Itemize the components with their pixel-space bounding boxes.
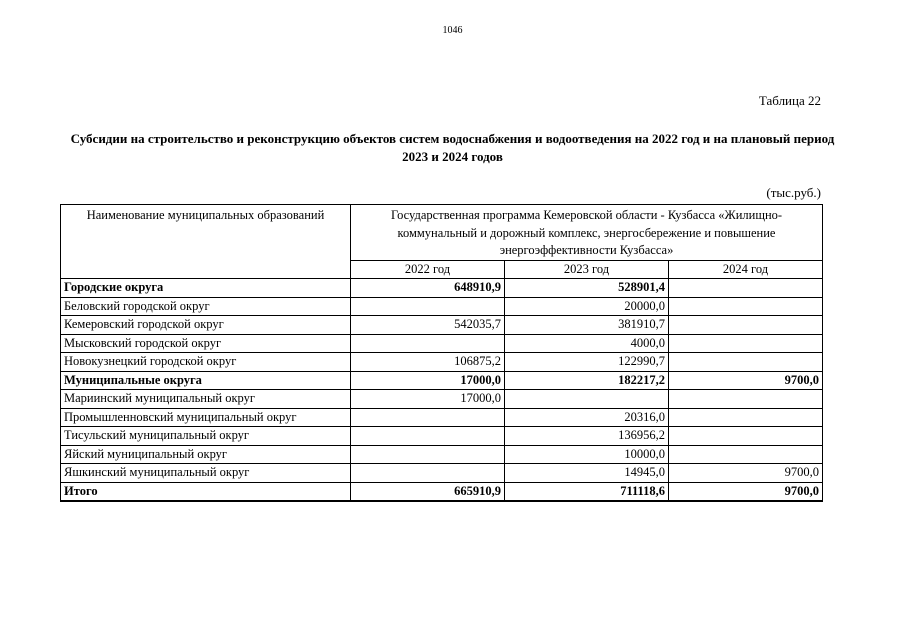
value-2022-cell [351,334,505,353]
header-year-2023: 2023 год [505,260,669,279]
table-row [61,445,823,464]
value-2024-cell [669,353,823,372]
value-2022-cell [351,408,505,427]
municipality-name-cell: Городские округа [61,279,351,298]
value-2023-cell [505,390,669,409]
value-2023-cell: 4000,0 [505,334,669,353]
table-row [61,316,823,335]
municipality-name-cell: Беловский городской округ [61,297,351,316]
value-2023-cell: 182217,2 [505,371,669,390]
table-row [61,408,823,427]
table-body [61,279,823,502]
municipality-name-cell: Кемеровский городской округ [61,316,351,335]
subsidy-table [60,204,823,502]
value-2022-cell: 648910,9 [351,279,505,298]
municipality-name-cell: Мариинский муниципальный округ [61,390,351,409]
table-row [61,390,823,409]
table-row [61,353,823,372]
municipality-name-cell: Тисульский муниципальный округ [61,427,351,446]
value-2023-cell: 122990,7 [505,353,669,372]
header-year-2024: 2024 год [669,260,823,279]
municipality-name-cell: Яйский муниципальный округ [61,445,351,464]
table-row [61,427,823,446]
value-2024-cell: 9700,0 [669,464,823,483]
value-2023-cell: 14945,0 [505,464,669,483]
value-2023-cell: 10000,0 [505,445,669,464]
municipality-name-cell: Мысковский городской округ [61,334,351,353]
header-program: Государственная программа Кемеровской области - Кузбасса «Жилищно-коммунальный и дорожный комплекс, энергосбережение и повышение энергоэффективности Кузбасса» [351,205,823,261]
municipality-name-cell: Яшкинский муниципальный округ [61,464,351,483]
unit-label: (тыс.руб.) [766,185,821,200]
value-2022-cell [351,445,505,464]
value-2022-cell [351,464,505,483]
value-2023-cell: 136956,2 [505,427,669,446]
value-2022-cell: 17000,0 [351,371,505,390]
value-2024-cell [669,427,823,446]
value-2022-cell: 17000,0 [351,390,505,409]
value-2023-cell: 381910,7 [505,316,669,335]
value-2024-cell [669,390,823,409]
value-2022-cell: 542035,7 [351,316,505,335]
table-row [61,297,823,316]
value-2023-cell: 20000,0 [505,297,669,316]
table-row [61,464,823,483]
value-2024-cell: 9700,0 [669,482,823,501]
value-2022-cell [351,427,505,446]
header-year-2022: 2022 год [351,260,505,279]
value-2024-cell [669,297,823,316]
value-2024-cell: 9700,0 [669,371,823,390]
municipality-name-cell: Итого [61,482,351,501]
value-2024-cell [669,334,823,353]
value-2023-cell: 711118,6 [505,482,669,501]
municipality-name-cell: Новокузнецкий городской округ [61,353,351,372]
header-name-column: Наименование муниципальных образований [61,205,351,279]
value-2022-cell: 665910,9 [351,482,505,501]
municipality-name-cell: Муниципальные округа [61,371,351,390]
municipality-name-cell: Промышленновский муниципальный округ [61,408,351,427]
page-number: 1046 [442,25,463,36]
value-2024-cell [669,316,823,335]
value-2024-cell [669,279,823,298]
value-2024-cell [669,408,823,427]
group-row [61,371,823,390]
group-row [61,279,823,298]
value-2024-cell [669,445,823,464]
value-2023-cell: 528901,4 [505,279,669,298]
value-2022-cell: 106875,2 [351,353,505,372]
document-title: Субсидии на строительство и реконструкцию объектов систем водоснабжения и водоотведения на 2022 год и на плановый период 2023 и 2024 годов [70,131,835,164]
value-2022-cell [351,297,505,316]
value-2023-cell: 20316,0 [505,408,669,427]
table-label: Таблица 22 [758,93,821,108]
total-row [61,482,823,501]
table-row [61,334,823,353]
